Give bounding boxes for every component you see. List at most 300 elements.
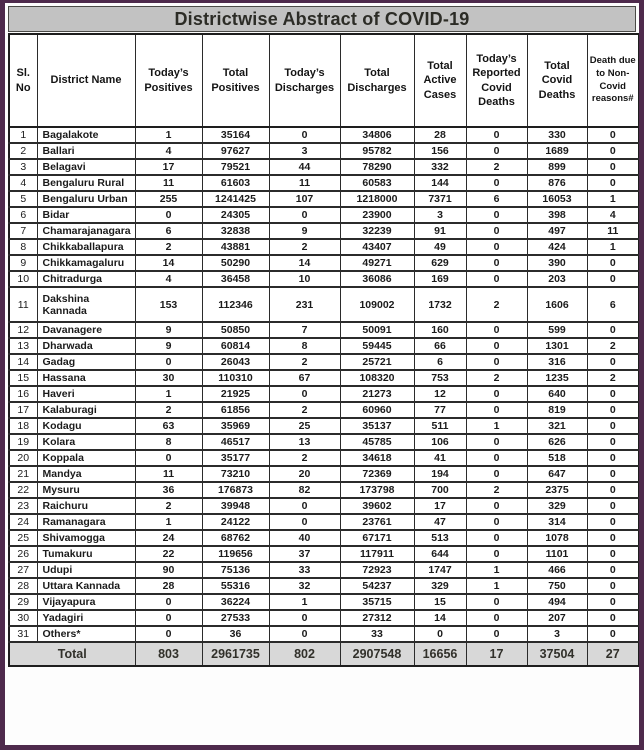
row-district-name: Kolara (37, 434, 135, 450)
row-value: 36 (135, 482, 202, 498)
covid-table (8, 33, 640, 667)
row-value: 640 (527, 386, 587, 402)
row-value: 207 (527, 610, 587, 626)
total-value: 802 (269, 642, 340, 666)
table-header-row (9, 34, 639, 127)
row-slno: 18 (9, 418, 37, 434)
row-district-name: Dakshina Kannada (37, 287, 135, 322)
row-value: 40 (269, 530, 340, 546)
row-value: 63 (135, 418, 202, 434)
row-value: 0 (269, 127, 340, 143)
row-value: 0 (466, 143, 527, 159)
row-value: 2 (466, 370, 527, 386)
row-value: 28 (414, 127, 466, 143)
row-value: 2 (587, 338, 639, 354)
row-value: 22 (135, 546, 202, 562)
row-value: 6 (414, 354, 466, 370)
row-value: 55316 (202, 578, 269, 594)
row-value: 0 (466, 338, 527, 354)
row-value: 17 (135, 159, 202, 175)
row-value: 0 (587, 514, 639, 530)
row-district-name: Gadag (37, 354, 135, 370)
row-value: 43881 (202, 239, 269, 255)
table-row (9, 434, 639, 450)
row-value: 0 (269, 386, 340, 402)
row-slno: 8 (9, 239, 37, 255)
row-value: 819 (527, 402, 587, 418)
row-value: 1 (587, 239, 639, 255)
row-slno: 21 (9, 466, 37, 482)
total-value: 17 (466, 642, 527, 666)
row-value: 36086 (340, 271, 414, 287)
row-district-name: Davanagere (37, 322, 135, 338)
row-value: 1 (466, 418, 527, 434)
row-district-name: Others* (37, 626, 135, 642)
table-row (9, 482, 639, 498)
row-value: 91 (414, 223, 466, 239)
row-value: 95782 (340, 143, 414, 159)
row-value: 0 (466, 207, 527, 223)
row-district-name: Raichuru (37, 498, 135, 514)
row-value: 0 (466, 546, 527, 562)
row-value: 77 (414, 402, 466, 418)
row-value: 876 (527, 175, 587, 191)
row-value: 108320 (340, 370, 414, 386)
row-value: 61856 (202, 402, 269, 418)
row-value: 0 (587, 546, 639, 562)
row-value: 23900 (340, 207, 414, 223)
row-value: 36 (202, 626, 269, 642)
row-value: 0 (135, 610, 202, 626)
table-row (9, 239, 639, 255)
row-value: 0 (466, 127, 527, 143)
row-value: 34806 (340, 127, 414, 143)
row-value: 50091 (340, 322, 414, 338)
row-value: 1301 (527, 338, 587, 354)
row-value: 2 (135, 402, 202, 418)
row-value: 0 (587, 610, 639, 626)
row-value: 329 (414, 578, 466, 594)
table-row (9, 338, 639, 354)
table-row (9, 354, 639, 370)
row-value: 176873 (202, 482, 269, 498)
row-value: 11 (269, 175, 340, 191)
row-value: 60960 (340, 402, 414, 418)
row-value: 6 (135, 223, 202, 239)
row-value: 11 (135, 175, 202, 191)
row-slno: 17 (9, 402, 37, 418)
row-district-name: Bengaluru Urban (37, 191, 135, 207)
row-value: 0 (587, 322, 639, 338)
row-value: 33 (269, 562, 340, 578)
row-value: 72369 (340, 466, 414, 482)
row-slno: 31 (9, 626, 37, 642)
table-row (9, 418, 639, 434)
row-value: 1 (135, 386, 202, 402)
row-slno: 30 (9, 610, 37, 626)
row-district-name: Belagavi (37, 159, 135, 175)
row-value: 49271 (340, 255, 414, 271)
row-value: 67171 (340, 530, 414, 546)
row-value: 194 (414, 466, 466, 482)
row-value: 35177 (202, 450, 269, 466)
row-value: 424 (527, 239, 587, 255)
row-district-name: Chikkamagaluru (37, 255, 135, 271)
row-value: 24122 (202, 514, 269, 530)
row-value: 2 (135, 498, 202, 514)
row-value: 1689 (527, 143, 587, 159)
row-value: 0 (466, 223, 527, 239)
row-value: 47 (414, 514, 466, 530)
row-value: 0 (466, 594, 527, 610)
row-value: 7 (269, 322, 340, 338)
row-value: 112346 (202, 287, 269, 322)
row-district-name: Yadagiri (37, 610, 135, 626)
row-value: 26043 (202, 354, 269, 370)
row-value: 23761 (340, 514, 414, 530)
row-value: 13 (269, 434, 340, 450)
row-value: 37 (269, 546, 340, 562)
row-value: 11 (135, 466, 202, 482)
table-row (9, 223, 639, 239)
row-value: 0 (135, 354, 202, 370)
row-value: 321 (527, 418, 587, 434)
row-value: 0 (587, 159, 639, 175)
row-value: 39948 (202, 498, 269, 514)
table-row (9, 159, 639, 175)
row-value: 0 (269, 626, 340, 642)
row-value: 0 (269, 610, 340, 626)
row-value: 0 (587, 450, 639, 466)
row-value: 0 (587, 386, 639, 402)
row-value: 30 (135, 370, 202, 386)
row-value: 2 (466, 482, 527, 498)
total-value: 2961735 (202, 642, 269, 666)
row-value: 0 (587, 418, 639, 434)
row-value: 203 (527, 271, 587, 287)
row-slno: 9 (9, 255, 37, 271)
row-value: 66 (414, 338, 466, 354)
row-value: 0 (269, 514, 340, 530)
row-value: 0 (466, 530, 527, 546)
row-value: 35137 (340, 418, 414, 434)
table-row (9, 562, 639, 578)
row-value: 0 (135, 626, 202, 642)
row-value: 1241425 (202, 191, 269, 207)
table-row (9, 175, 639, 191)
row-value: 2 (269, 239, 340, 255)
row-value: 1218000 (340, 191, 414, 207)
row-value: 0 (587, 498, 639, 514)
row-value: 330 (527, 127, 587, 143)
row-value: 35715 (340, 594, 414, 610)
row-value: 90 (135, 562, 202, 578)
row-slno: 28 (9, 578, 37, 594)
row-value: 0 (587, 434, 639, 450)
row-value: 9 (135, 338, 202, 354)
row-value: 156 (414, 143, 466, 159)
row-value: 25 (269, 418, 340, 434)
row-value: 2 (269, 402, 340, 418)
row-value: 0 (466, 514, 527, 530)
row-district-name: Shivamogga (37, 530, 135, 546)
row-value: 0 (414, 626, 466, 642)
row-value: 27312 (340, 610, 414, 626)
row-slno: 24 (9, 514, 37, 530)
column-header: Sl. No (9, 34, 37, 127)
row-slno: 2 (9, 143, 37, 159)
row-district-name: Mandya (37, 466, 135, 482)
row-district-name: Bengaluru Rural (37, 175, 135, 191)
row-value: 2 (135, 239, 202, 255)
row-value: 3 (414, 207, 466, 223)
row-value: 6 (587, 287, 639, 322)
table-row (9, 498, 639, 514)
row-value: 97627 (202, 143, 269, 159)
row-value: 316 (527, 354, 587, 370)
row-value: 36458 (202, 271, 269, 287)
row-value: 647 (527, 466, 587, 482)
row-value: 0 (135, 594, 202, 610)
row-value: 0 (269, 207, 340, 223)
row-value: 34618 (340, 450, 414, 466)
row-value: 398 (527, 207, 587, 223)
row-value: 32 (269, 578, 340, 594)
row-value: 1747 (414, 562, 466, 578)
total-value: 2907548 (340, 642, 414, 666)
row-value: 518 (527, 450, 587, 466)
row-value: 60583 (340, 175, 414, 191)
table-row (9, 626, 639, 642)
row-value: 644 (414, 546, 466, 562)
row-value: 0 (466, 466, 527, 482)
table-row (9, 466, 639, 482)
table-row (9, 514, 639, 530)
row-value: 0 (587, 271, 639, 287)
table-row (9, 402, 639, 418)
row-district-name: Bagalakote (37, 127, 135, 143)
row-value: 332 (414, 159, 466, 175)
row-value: 0 (587, 530, 639, 546)
row-value: 32239 (340, 223, 414, 239)
row-value: 11 (587, 223, 639, 239)
row-value: 119656 (202, 546, 269, 562)
row-district-name: Hassana (37, 370, 135, 386)
row-value: 629 (414, 255, 466, 271)
row-value: 117911 (340, 546, 414, 562)
row-value: 466 (527, 562, 587, 578)
row-value: 43407 (340, 239, 414, 255)
row-district-name: Kalaburagi (37, 402, 135, 418)
row-value: 33 (340, 626, 414, 642)
row-value: 0 (587, 402, 639, 418)
row-value: 46517 (202, 434, 269, 450)
row-value: 0 (269, 498, 340, 514)
row-district-name: Udupi (37, 562, 135, 578)
row-value: 8 (135, 434, 202, 450)
row-slno: 10 (9, 271, 37, 287)
row-slno: 22 (9, 482, 37, 498)
row-value: 67 (269, 370, 340, 386)
column-header: Today’s Reported Covid Deaths (466, 34, 527, 127)
row-district-name: Bidar (37, 207, 135, 223)
row-value: 21925 (202, 386, 269, 402)
row-value: 0 (466, 175, 527, 191)
row-value: 314 (527, 514, 587, 530)
row-value: 7371 (414, 191, 466, 207)
table-row (9, 127, 639, 143)
total-value: 16656 (414, 642, 466, 666)
total-value: 27 (587, 642, 639, 666)
row-value: 0 (135, 207, 202, 223)
row-value: 4 (587, 207, 639, 223)
table-row (9, 546, 639, 562)
column-header: Total Discharges (340, 34, 414, 127)
row-value: 0 (587, 626, 639, 642)
row-value: 0 (466, 450, 527, 466)
row-value: 1 (587, 191, 639, 207)
row-value: 107 (269, 191, 340, 207)
row-district-name: Chitradurga (37, 271, 135, 287)
row-value: 0 (135, 450, 202, 466)
column-header: Death due to Non-Covid reasons# (587, 34, 639, 127)
row-slno: 7 (9, 223, 37, 239)
row-value: 0 (587, 562, 639, 578)
row-value: 2 (269, 450, 340, 466)
row-value: 160 (414, 322, 466, 338)
row-value: 1732 (414, 287, 466, 322)
row-value: 0 (466, 322, 527, 338)
row-value: 0 (466, 626, 527, 642)
row-value: 0 (466, 498, 527, 514)
row-district-name: Koppala (37, 450, 135, 466)
row-value: 68762 (202, 530, 269, 546)
row-value: 61603 (202, 175, 269, 191)
column-header: Total Positives (202, 34, 269, 127)
row-value: 173798 (340, 482, 414, 498)
row-value: 899 (527, 159, 587, 175)
row-value: 49 (414, 239, 466, 255)
row-value: 153 (135, 287, 202, 322)
row-district-name: Kodagu (37, 418, 135, 434)
row-value: 3 (269, 143, 340, 159)
column-header: Today’s Positives (135, 34, 202, 127)
row-value: 109002 (340, 287, 414, 322)
row-value: 1 (466, 578, 527, 594)
row-value: 16053 (527, 191, 587, 207)
row-value: 17 (414, 498, 466, 514)
table-row (9, 191, 639, 207)
row-value: 10 (269, 271, 340, 287)
row-value: 1 (269, 594, 340, 610)
row-value: 2 (269, 354, 340, 370)
row-value: 24305 (202, 207, 269, 223)
row-value: 1 (135, 514, 202, 530)
report-title: Districtwise Abstract of COVID-19 (8, 6, 636, 32)
row-value: 390 (527, 255, 587, 271)
row-slno: 4 (9, 175, 37, 191)
table-row (9, 143, 639, 159)
table-row (9, 578, 639, 594)
row-value: 599 (527, 322, 587, 338)
row-value: 25721 (340, 354, 414, 370)
row-value: 14 (414, 610, 466, 626)
row-value: 21273 (340, 386, 414, 402)
row-value: 0 (466, 239, 527, 255)
row-value: 9 (135, 322, 202, 338)
row-slno: 5 (9, 191, 37, 207)
row-value: 231 (269, 287, 340, 322)
row-value: 0 (587, 578, 639, 594)
row-slno: 14 (9, 354, 37, 370)
row-value: 0 (587, 255, 639, 271)
row-value: 6 (466, 191, 527, 207)
row-value: 0 (466, 434, 527, 450)
row-value: 39602 (340, 498, 414, 514)
row-district-name: Vijayapura (37, 594, 135, 610)
row-district-name: Ramanagara (37, 514, 135, 530)
row-value: 2 (587, 370, 639, 386)
row-slno: 3 (9, 159, 37, 175)
row-value: 14 (135, 255, 202, 271)
row-value: 0 (587, 143, 639, 159)
row-value: 73210 (202, 466, 269, 482)
row-value: 12 (414, 386, 466, 402)
row-district-name: Uttara Kannada (37, 578, 135, 594)
row-value: 44 (269, 159, 340, 175)
row-value: 36224 (202, 594, 269, 610)
row-value: 72923 (340, 562, 414, 578)
row-value: 110310 (202, 370, 269, 386)
column-header: Total Active Cases (414, 34, 466, 127)
row-value: 45785 (340, 434, 414, 450)
row-value: 3 (527, 626, 587, 642)
row-value: 60814 (202, 338, 269, 354)
row-value: 255 (135, 191, 202, 207)
row-value: 14 (269, 255, 340, 271)
row-slno: 23 (9, 498, 37, 514)
row-value: 1 (135, 127, 202, 143)
row-value: 1078 (527, 530, 587, 546)
row-value: 0 (466, 386, 527, 402)
row-slno: 29 (9, 594, 37, 610)
table-row (9, 386, 639, 402)
row-value: 1235 (527, 370, 587, 386)
row-value: 9 (269, 223, 340, 239)
row-slno: 1 (9, 127, 37, 143)
table-body (9, 127, 639, 642)
table-row (9, 255, 639, 271)
row-value: 1606 (527, 287, 587, 322)
table-row (9, 370, 639, 386)
row-district-name: Haveri (37, 386, 135, 402)
row-value: 700 (414, 482, 466, 498)
row-value: 1 (466, 562, 527, 578)
row-value: 497 (527, 223, 587, 239)
row-value: 0 (587, 354, 639, 370)
total-value: 803 (135, 642, 202, 666)
table-row (9, 322, 639, 338)
total-label: Total (9, 642, 135, 666)
row-value: 0 (466, 610, 527, 626)
row-value: 2 (466, 287, 527, 322)
row-value: 0 (466, 402, 527, 418)
row-value: 169 (414, 271, 466, 287)
row-district-name: Chamarajanagara (37, 223, 135, 239)
row-value: 27533 (202, 610, 269, 626)
table-row (9, 450, 639, 466)
row-value: 78290 (340, 159, 414, 175)
